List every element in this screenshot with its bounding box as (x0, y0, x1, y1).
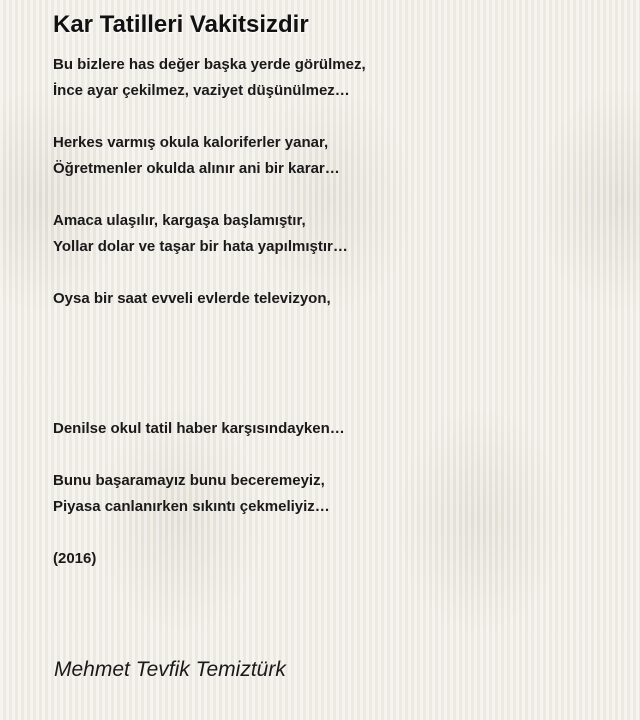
poem-line: Bunu başaramayız bunu beceremeyiz, (53, 472, 325, 489)
poem-body (53, 54, 613, 574)
poem-line-blank (53, 444, 613, 470)
poem-title: Kar Tatilleri Vakitsizdir (53, 11, 309, 38)
poem-line-blank (53, 106, 613, 132)
poem-line-blank (53, 314, 613, 340)
poem-line: Bu bizlere has değer başka yerde görülmez, (53, 56, 366, 73)
poem-line-blank (53, 340, 613, 366)
poem-line: Oysa bir saat evveli evlerde televizyon, (53, 290, 331, 307)
poem-line: Yollar dolar ve taşar bir hata yapılmıştır… (53, 238, 348, 255)
poem-line: Öğretmenler okulda alınır ani bir karar… (53, 160, 340, 177)
poem-author: Mehmet Tevfik Temiztürk (54, 658, 286, 681)
poem-line: Piyasa canlanırken sıkıntı çekmeliyiz… (53, 498, 330, 515)
poem-line: Denilse okul tatil haber karşısındayken… (53, 420, 345, 437)
poem-line: Herkes varmış okula kaloriferler yanar, (53, 134, 329, 151)
poem-line-blank (53, 522, 613, 548)
poem-year: (2016) (53, 550, 97, 567)
poem-line: Amaca ulaşılır, kargaşa başlamıştır, (53, 212, 306, 229)
poem-line-blank (53, 392, 613, 418)
poem-line-blank (53, 262, 613, 288)
poem-line-blank (53, 366, 613, 392)
poem-line: İnce ayar çekilmez, vaziyet düşünülmez… (53, 82, 350, 99)
poem-line-blank (53, 184, 613, 210)
